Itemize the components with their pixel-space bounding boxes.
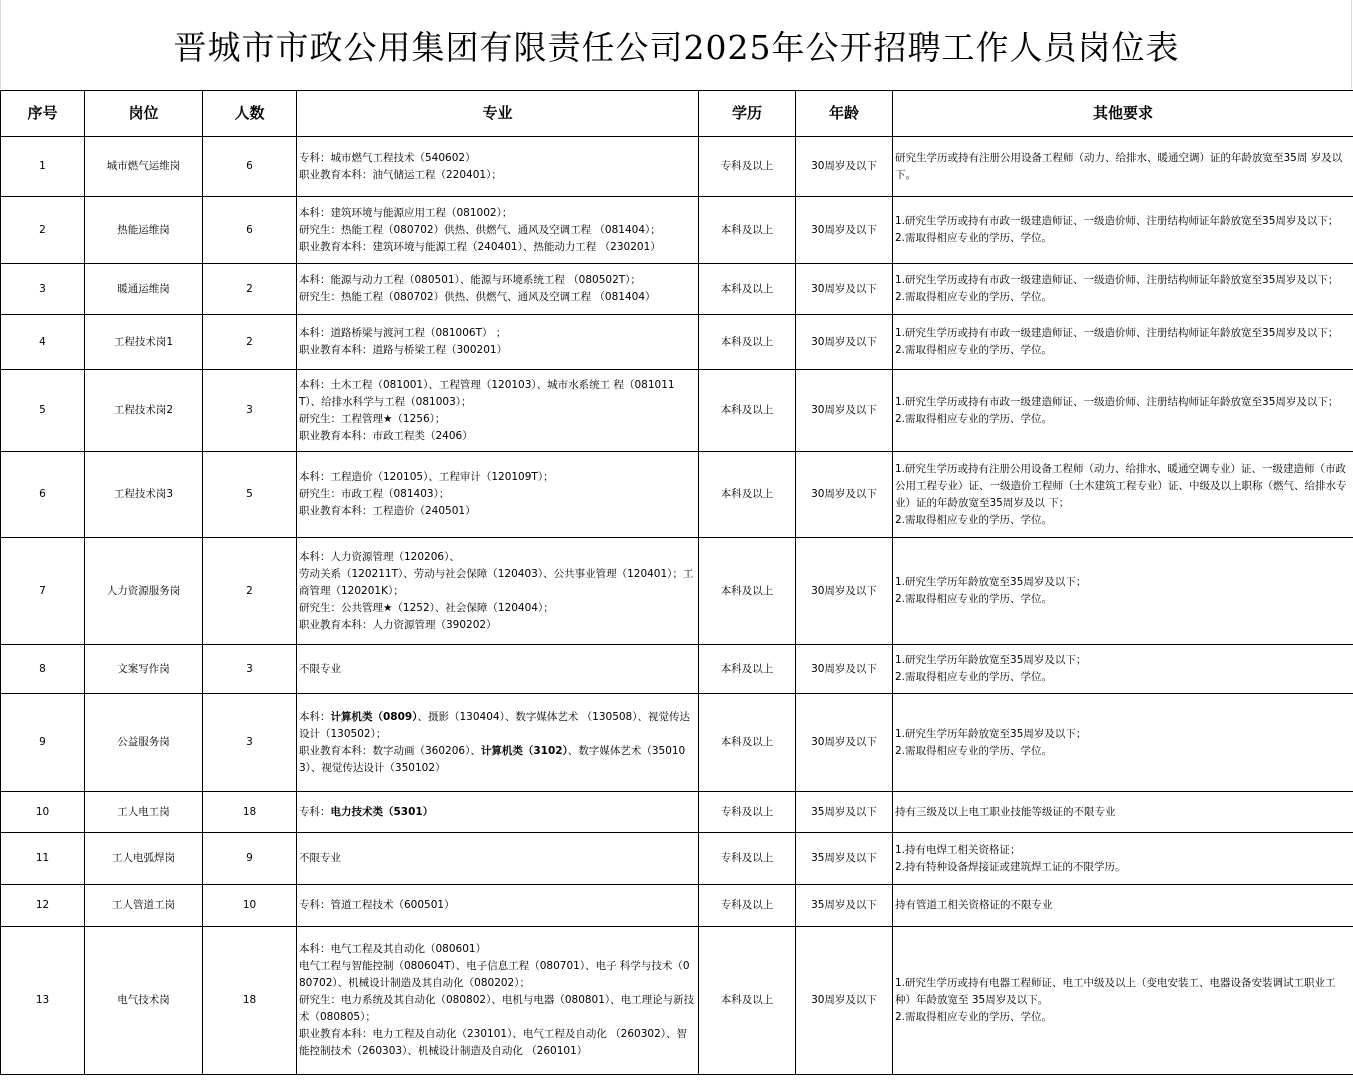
cell-major: 专科：城市燃气工程技术（540602） 职业教育本科：油气储运工程（220401）； [297,137,699,197]
header-row [1,91,1353,137]
major-bold-text: 计算机类（0809） [330,710,418,723]
cell-edu: 本科及以上 [699,927,796,1075]
cell-age: 35周岁及以下 [796,833,893,885]
cell-post: 工人管道工岗 [85,885,203,927]
cell-age: 30周岁及以下 [796,452,893,538]
header-edu: 学历 [699,91,796,137]
cell-other: 1.研究生学历或持有市政一级建造师证、一级造价师、注册结构师证年龄放宽至35周岁及以下； 2.需取得相应专业的学历、学位。 [893,197,1353,264]
cell-edu: 本科及以上 [699,197,796,264]
cell-edu: 本科及以上 [699,264,796,315]
cell-seq: 10 [1,792,85,833]
cell-major: 本科：人力资源管理（120206）、 劳动关系（120211T）、劳动与社会保障（120403）、公共事业管理（120401）；工商管理（120201K）； 研究生：公共管理★（1252）、社会保障（120404）； 职业教育本科：人力资源管理（390202） [297,538,699,645]
cell-other: 1.研究生学历年龄放宽至35周岁及以下； 2.需取得相应专业的学历、学位。 [893,538,1353,645]
cell-age: 30周岁及以下 [796,538,893,645]
cell-major: 本科：能源与动力工程（080501）、能源与环境系统工程 （080502T）； 研究生：热能工程（080702）供热、供燃气、通风及空调工程 （081404） [297,264,699,315]
table-row [1,694,1353,792]
cell-edu: 专科及以上 [699,137,796,197]
cell-seq: 3 [1,264,85,315]
table-row [1,315,1353,370]
cell-edu: 本科及以上 [699,694,796,792]
cell-age: 30周岁及以下 [796,927,893,1075]
cell-other: 研究生学历或持有注册公用设备工程师（动力、给排水、暖通空调）证的年龄放宽至35周 岁及以下。 [893,137,1353,197]
cell-post: 工程技术岗1 [85,315,203,370]
cell-age: 30周岁及以下 [796,315,893,370]
cell-count: 18 [203,792,297,833]
cell-edu: 本科及以上 [699,645,796,694]
cell-other: 持有三级及以上电工职业技能等级证的不限专业 [893,792,1353,833]
cell-post: 工程技术岗2 [85,370,203,452]
cell-seq: 9 [1,694,85,792]
cell-count: 5 [203,452,297,538]
cell-post: 城市燃气运维岗 [85,137,203,197]
cell-major [297,792,699,833]
cell-other: 1.研究生学历或持有市政一级建造师证、一级造价师、注册结构师证年龄放宽至35周岁及以下； 2.需取得相应专业的学历、学位。 [893,315,1353,370]
major-text: 、摄影（130404）、数字媒体艺术 （130508）、视觉传达设计（130502）； 职业教育本科：数字动画（360206）、 [299,710,690,757]
table-row [1,792,1353,833]
table-row [1,885,1353,927]
page-title: 晋城市市政公用集团有限责任公司2025年公开招聘工作人员岗位表 [173,27,1180,67]
cell-age: 30周岁及以下 [796,694,893,792]
cell-count: 3 [203,370,297,452]
table-row [1,370,1353,452]
cell-seq: 5 [1,370,85,452]
cell-other: 1.研究生学历年龄放宽至35周岁及以下； 2.需取得相应专业的学历、学位。 [893,645,1353,694]
cell-major: 不限专业 [297,833,699,885]
major-text: 本科： [299,710,331,723]
header-other: 其他要求 [893,91,1353,137]
cell-major: 专科：管道工程技术（600501） [297,885,699,927]
cell-seq: 12 [1,885,85,927]
cell-edu: 本科及以上 [699,452,796,538]
cell-seq: 11 [1,833,85,885]
cell-post: 人力资源服务岗 [85,538,203,645]
header-seq: 序号 [1,91,85,137]
cell-age: 35周岁及以下 [796,792,893,833]
cell-age: 35周岁及以下 [796,885,893,927]
cell-age: 30周岁及以下 [796,137,893,197]
cell-age: 30周岁及以下 [796,197,893,264]
cell-edu: 专科及以上 [699,792,796,833]
table-row [1,264,1353,315]
cell-count: 3 [203,645,297,694]
header-age: 年龄 [796,91,893,137]
cell-count: 18 [203,927,297,1075]
table-row [1,137,1353,197]
cell-post: 电气技术岗 [85,927,203,1075]
cell-other: 1.研究生学历或持有电器工程师证、电工中级及以上（变电安装工、电器设备安装调试工职业工种）年龄放宽至 35周岁及以下。 2.需取得相应专业的学历、学位。 [893,927,1353,1075]
job-table [0,90,1353,1075]
cell-post: 公益服务岗 [85,694,203,792]
cell-seq: 1 [1,137,85,197]
major-text: 专科： [299,805,331,818]
cell-major [297,694,699,792]
cell-post: 热能运维岗 [85,197,203,264]
header-major: 专业 [297,91,699,137]
cell-major: 本科：工程造价（120105）、工程审计（120109T）； 研究生：市政工程（081403）； 职业教育本科：工程造价（240501） [297,452,699,538]
cell-other: 1.持有电焊工相关资格证； 2.持有特种设备焊接证或建筑焊工证的不限学历。 [893,833,1353,885]
cell-age: 30周岁及以下 [796,370,893,452]
major-bold-text: 计算机类（3102） [480,744,568,757]
cell-other: 1.研究生学历或持有市政一级建造师证、一级造价师、注册结构师证年龄放宽至35周岁及以下； 2.需取得相应专业的学历、学位。 [893,370,1353,452]
cell-post: 暖通运维岗 [85,264,203,315]
table-row [1,538,1353,645]
table-row [1,927,1353,1075]
header-count: 人数 [203,91,297,137]
cell-seq: 2 [1,197,85,264]
major-text: 、数字媒体艺术（350103）、视觉传达设计（350102） [299,744,686,774]
table-row [1,833,1353,885]
header-post: 岗位 [85,91,203,137]
table-row [1,197,1353,264]
cell-count: 2 [203,264,297,315]
cell-edu: 本科及以上 [699,538,796,645]
cell-count: 2 [203,315,297,370]
cell-post: 工人电弧焊岗 [85,833,203,885]
cell-seq: 8 [1,645,85,694]
cell-age: 30周岁及以下 [796,264,893,315]
cell-other: 1.研究生学历或持有注册公用设备工程师（动力、给排水、暖通空调专业）证、一级建造师（市政公用工程专业）证、一级造价工程师（土木建筑工程专业）证、中级及以上职称（燃气、给排水专业）证的年龄放宽至35周岁及以 下； 2.需取得相应专业的学历、学位。 [893,452,1353,538]
cell-post: 工人电工岗 [85,792,203,833]
cell-major: 本科：电气工程及其自动化（080601） 电气工程与智能控制（080604T）、电子信息工程（080701）、电子 科学与技术（080702）、机械设计制造及其自动化（080202）； 研究生：电力系统及其自动化（080802）、电机与电器（080801）、电工理论与新技术（080805）； 职业教育本科：电力工程及自动化（230101）、电气工程及自动化 （260302）、智能控制技术（260303）、机械设计制造及自动化 （260101） [297,927,699,1075]
cell-seq: 7 [1,538,85,645]
table-row [1,452,1353,538]
cell-major: 本科：道路桥梁与渡河工程（081006T） ； 职业教育本科：道路与桥梁工程（300201） [297,315,699,370]
cell-seq: 6 [1,452,85,538]
cell-seq: 4 [1,315,85,370]
cell-count: 9 [203,833,297,885]
cell-count: 2 [203,538,297,645]
major-bold-text: 电力技术类（5301） [330,805,434,818]
cell-count: 6 [203,197,297,264]
cell-major: 本科：土木工程（081001）、工程管理（120103）、城市水系统工 程（081011T）、给排水科学与工程（081003）； 研究生：工程管理★（1256）； 职业教育本科：市政工程类（2406） [297,370,699,452]
cell-count: 10 [203,885,297,927]
cell-edu: 专科及以上 [699,885,796,927]
cell-age: 30周岁及以下 [796,645,893,694]
cell-edu: 本科及以上 [699,370,796,452]
cell-edu: 专科及以上 [699,833,796,885]
cell-count: 6 [203,137,297,197]
table-row [1,645,1353,694]
cell-edu: 本科及以上 [699,315,796,370]
cell-other: 1.研究生学历年龄放宽至35周岁及以下； 2.需取得相应专业的学历、学位。 [893,694,1353,792]
cell-seq: 13 [1,927,85,1075]
cell-other: 1.研究生学历或持有市政一级建造师证、一级造价师、注册结构师证年龄放宽至35周岁及以下； 2.需取得相应专业的学历、学位。 [893,264,1353,315]
cell-post: 文案写作岗 [85,645,203,694]
cell-major: 不限专业 [297,645,699,694]
cell-count: 3 [203,694,297,792]
cell-other: 持有管道工相关资格证的不限专业 [893,885,1353,927]
cell-post: 工程技术岗3 [85,452,203,538]
cell-major: 本科：建筑环境与能源应用工程（081002）； 研究生：热能工程（080702）供热、供燃气、通风及空调工程 （081404）； 职业教育本科：建筑环境与能源工程（240401）、热能动力工程 （230201） [297,197,699,264]
